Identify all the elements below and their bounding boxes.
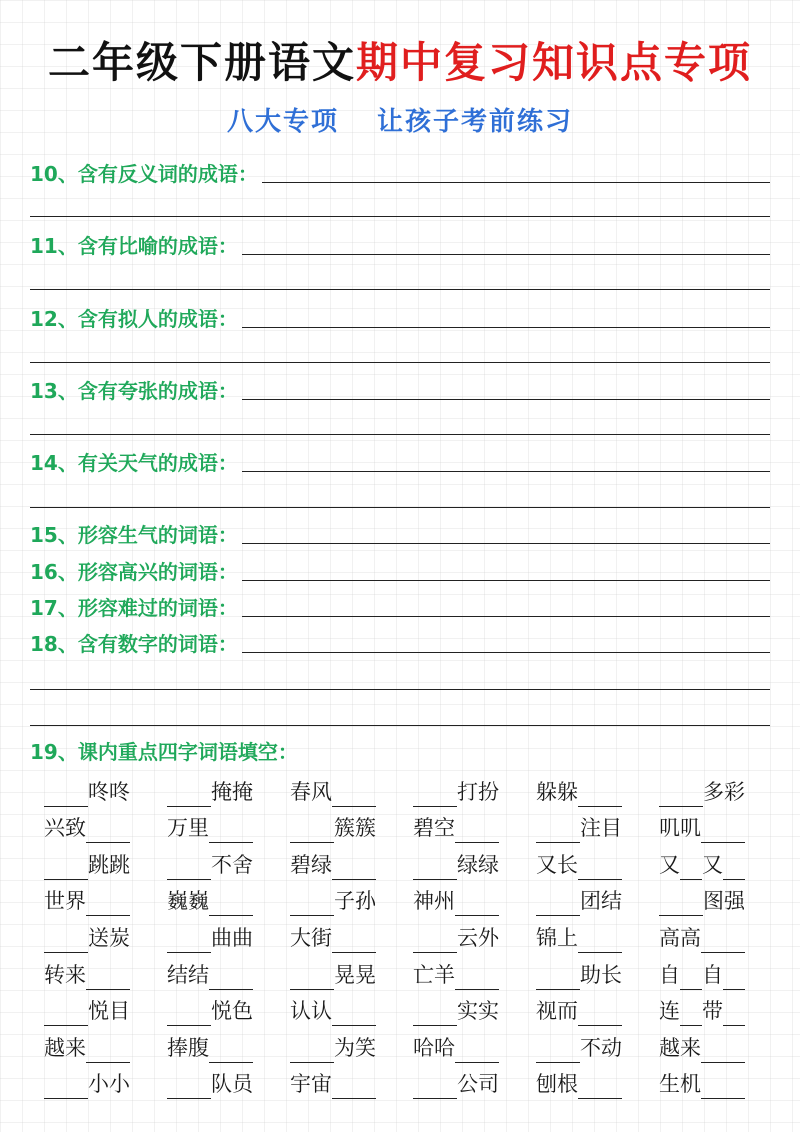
- fill-item: [659, 1026, 782, 1063]
- fill-item: [167, 1063, 290, 1100]
- word-part: 捧腹: [167, 1035, 209, 1060]
- word-part: 送炭: [88, 925, 130, 950]
- question-10: [30, 155, 770, 187]
- answer-line[interactable]: [242, 651, 770, 653]
- word-part: 高高: [659, 925, 701, 950]
- question-16: [30, 553, 770, 585]
- blank-slot[interactable]: [332, 1074, 376, 1099]
- blank-slot[interactable]: [578, 782, 622, 807]
- blank-slot[interactable]: [413, 782, 457, 807]
- blank-slot[interactable]: [701, 928, 745, 953]
- blank-slot[interactable]: [44, 1074, 88, 1099]
- fill-item: [536, 807, 659, 844]
- word-part: 碧绿: [290, 852, 332, 877]
- fill-item: [413, 1026, 536, 1063]
- fill-item: [167, 770, 290, 807]
- fill-item: [167, 843, 290, 880]
- blank-slot[interactable]: [290, 818, 334, 843]
- fill-item: [44, 916, 167, 953]
- fill-item: [413, 807, 536, 844]
- word-part: 悦色: [211, 999, 253, 1024]
- answer-line[interactable]: [30, 689, 770, 690]
- fill-item: [413, 770, 536, 807]
- blank-slot[interactable]: [578, 1074, 622, 1099]
- fill-item: [44, 807, 167, 844]
- blank-slot[interactable]: [167, 782, 211, 807]
- word-part: 多彩: [703, 779, 745, 804]
- answer-line[interactable]: [262, 181, 770, 183]
- question-label: 12、含有拟人的成语：: [30, 307, 238, 331]
- blank-slot[interactable]: [701, 1074, 745, 1099]
- blank-slot[interactable]: [86, 891, 130, 916]
- blank-slot[interactable]: [536, 965, 580, 990]
- word-part: 助长: [580, 962, 622, 987]
- blank-slot[interactable]: [723, 855, 745, 880]
- answer-line[interactable]: [242, 470, 770, 472]
- fill-item: [536, 770, 659, 807]
- word-part: 打扮: [457, 779, 499, 804]
- word-part: 队员: [211, 1072, 253, 1097]
- blank-slot[interactable]: [44, 1001, 88, 1026]
- blank-slot[interactable]: [167, 1074, 211, 1099]
- fill-item: [44, 843, 167, 880]
- word-part: 亡羊: [413, 962, 455, 987]
- word-part: 咚咚: [88, 779, 130, 804]
- word-part: 簇簇: [334, 816, 376, 841]
- blank-slot[interactable]: [209, 818, 253, 843]
- fill-item: [413, 880, 536, 917]
- word-part: 又: [659, 852, 680, 877]
- fill-item: [413, 990, 536, 1027]
- blank-slot[interactable]: [290, 1038, 334, 1063]
- title-black-part: 二年级下册语文: [47, 38, 356, 87]
- word-part: 自: [659, 962, 680, 987]
- blank-slot[interactable]: [680, 1001, 702, 1026]
- word-part: 认认: [290, 999, 332, 1024]
- blank-slot[interactable]: [680, 855, 702, 880]
- blank-slot[interactable]: [332, 855, 376, 880]
- question-label: 19、课内重点四字词语填空：: [30, 740, 298, 764]
- word-part: 实实: [457, 999, 499, 1024]
- fill-item: [413, 1063, 536, 1100]
- fill-item: [290, 880, 413, 917]
- blank-slot[interactable]: [209, 1038, 253, 1063]
- blank-slot[interactable]: [578, 855, 622, 880]
- blank-slot[interactable]: [86, 965, 130, 990]
- fill-item: [413, 843, 536, 880]
- blank-slot[interactable]: [455, 1038, 499, 1063]
- fill-item: [536, 843, 659, 880]
- fill-item: [44, 953, 167, 990]
- blank-slot[interactable]: [578, 1001, 622, 1026]
- answer-line[interactable]: [30, 362, 770, 363]
- fill-item: [536, 1063, 659, 1100]
- answer-line[interactable]: [242, 326, 770, 328]
- fill-item: [290, 843, 413, 880]
- fill-item: [413, 953, 536, 990]
- blank-slot[interactable]: [44, 928, 88, 953]
- answer-line[interactable]: [242, 542, 770, 544]
- fill-item: [44, 990, 167, 1027]
- answer-line[interactable]: [30, 434, 770, 435]
- page-title: [0, 30, 800, 90]
- word-part: 又长: [536, 852, 578, 877]
- word-part: 悦目: [88, 999, 130, 1024]
- subtitle-left: 八大专项: [226, 107, 339, 137]
- fill-item: [659, 953, 782, 990]
- fill-item: [290, 770, 413, 807]
- fill-item: [167, 1026, 290, 1063]
- fill-item: [659, 880, 782, 917]
- fill-item: [167, 880, 290, 917]
- word-part: 连: [659, 999, 680, 1024]
- blank-slot[interactable]: [167, 855, 211, 880]
- question-12: [30, 300, 770, 332]
- fill-item: [44, 1063, 167, 1100]
- fill-in-grid: [44, 770, 764, 1099]
- word-part: 兴致: [44, 816, 86, 841]
- fill-item: [290, 1026, 413, 1063]
- word-part: 不动: [580, 1035, 622, 1060]
- word-part: 又: [702, 852, 723, 877]
- question-14: [30, 444, 770, 476]
- fill-item: [536, 880, 659, 917]
- question-label: 15、形容生气的词语：: [30, 523, 238, 547]
- fill-item: [44, 880, 167, 917]
- blank-slot[interactable]: [578, 928, 622, 953]
- word-part: 小小: [88, 1072, 130, 1097]
- answer-line[interactable]: [242, 615, 770, 617]
- title-red-part: 期中复习知识点专项: [356, 38, 753, 87]
- word-part: 巍巍: [167, 889, 209, 914]
- fill-item: [44, 770, 167, 807]
- word-part: 锦上: [536, 925, 578, 950]
- blank-slot[interactable]: [290, 891, 334, 916]
- word-part: 跳跳: [88, 852, 130, 877]
- word-part: 生机: [659, 1072, 701, 1097]
- fill-item: [659, 843, 782, 880]
- blank-slot[interactable]: [413, 855, 457, 880]
- answer-line[interactable]: [242, 398, 770, 400]
- question-label: 14、有关天气的成语：: [30, 451, 238, 475]
- question-label: 10、含有反义词的成语：: [30, 162, 258, 186]
- subtitle-right: 让孩子考前练习: [377, 107, 574, 137]
- word-part: 云外: [457, 925, 499, 950]
- question-label: 16、形容高兴的词语：: [30, 560, 238, 584]
- answer-line[interactable]: [242, 253, 770, 255]
- word-part: 注目: [580, 816, 622, 841]
- blank-slot[interactable]: [209, 965, 253, 990]
- blank-slot[interactable]: [413, 1001, 457, 1026]
- fill-item: [659, 807, 782, 844]
- blank-slot[interactable]: [44, 855, 88, 880]
- question-11: [30, 227, 770, 259]
- word-part: 碧空: [413, 816, 455, 841]
- blank-slot[interactable]: [536, 891, 580, 916]
- fill-item: [290, 1063, 413, 1100]
- fill-item: [536, 916, 659, 953]
- fill-item: [290, 916, 413, 953]
- word-part: 越来: [44, 1035, 86, 1060]
- word-part: 团结: [580, 889, 622, 914]
- word-part: 春风: [290, 779, 332, 804]
- fill-item: [167, 807, 290, 844]
- word-part: 大街: [290, 925, 332, 950]
- word-part: 转来: [44, 962, 86, 987]
- blank-slot[interactable]: [86, 1038, 130, 1063]
- word-part: 万里: [167, 816, 209, 841]
- fill-item: [536, 990, 659, 1027]
- blank-slot[interactable]: [209, 891, 253, 916]
- word-part: 带: [702, 999, 723, 1024]
- blank-slot[interactable]: [536, 818, 580, 843]
- answer-line[interactable]: [30, 289, 770, 290]
- blank-slot[interactable]: [413, 1074, 457, 1099]
- fill-item: [536, 1026, 659, 1063]
- fill-item: [290, 953, 413, 990]
- blank-slot[interactable]: [455, 818, 499, 843]
- blank-slot[interactable]: [701, 818, 745, 843]
- blank-slot[interactable]: [680, 965, 702, 990]
- blank-slot[interactable]: [455, 891, 499, 916]
- fill-item: [44, 1026, 167, 1063]
- question-18: [30, 625, 770, 657]
- blank-slot[interactable]: [86, 818, 130, 843]
- fill-item: [167, 916, 290, 953]
- word-part: 结结: [167, 962, 209, 987]
- answer-line[interactable]: [30, 725, 770, 726]
- fill-item: [659, 770, 782, 807]
- blank-slot[interactable]: [413, 928, 457, 953]
- blank-slot[interactable]: [167, 1001, 211, 1026]
- blank-slot[interactable]: [290, 965, 334, 990]
- blank-slot[interactable]: [723, 1001, 745, 1026]
- blank-slot[interactable]: [723, 965, 745, 990]
- fill-item: [167, 953, 290, 990]
- word-part: 刨根: [536, 1072, 578, 1097]
- word-part: 宇宙: [290, 1072, 332, 1097]
- word-part: 为笑: [334, 1035, 376, 1060]
- blank-slot[interactable]: [167, 928, 211, 953]
- word-part: 视而: [536, 999, 578, 1024]
- word-part: 晃晃: [334, 962, 376, 987]
- blank-slot[interactable]: [659, 782, 703, 807]
- blank-slot[interactable]: [659, 891, 703, 916]
- question-15: [30, 516, 770, 548]
- word-part: 子孙: [334, 889, 376, 914]
- fill-item: [659, 990, 782, 1027]
- blank-slot[interactable]: [455, 965, 499, 990]
- blank-slot[interactable]: [332, 782, 376, 807]
- fill-item: [167, 990, 290, 1027]
- question-13: [30, 372, 770, 404]
- blank-slot[interactable]: [536, 1038, 580, 1063]
- question-label: 17、形容难过的词语：: [30, 596, 238, 620]
- answer-line[interactable]: [30, 216, 770, 217]
- answer-line[interactable]: [242, 579, 770, 581]
- word-part: 自: [702, 962, 723, 987]
- fill-item: [659, 1063, 782, 1100]
- answer-line[interactable]: [30, 507, 770, 508]
- question-label: 11、含有比喻的成语：: [30, 234, 238, 258]
- fill-item: [290, 807, 413, 844]
- fill-item: [290, 990, 413, 1027]
- word-part: 曲曲: [211, 925, 253, 950]
- fill-item: [536, 953, 659, 990]
- question-label: 18、含有数字的词语：: [30, 632, 238, 656]
- word-part: 公司: [457, 1072, 499, 1097]
- word-part: 图强: [703, 889, 745, 914]
- word-part: 躲躲: [536, 779, 578, 804]
- fill-item: [659, 916, 782, 953]
- page-subtitle: [0, 101, 800, 138]
- blank-slot[interactable]: [332, 1001, 376, 1026]
- fill-item: [413, 916, 536, 953]
- word-part: 世界: [44, 889, 86, 914]
- question-label: 13、含有夸张的成语：: [30, 379, 238, 403]
- question-19: [30, 733, 770, 765]
- blank-slot[interactable]: [701, 1038, 745, 1063]
- word-part: 叽叽: [659, 816, 701, 841]
- blank-slot[interactable]: [332, 928, 376, 953]
- word-part: 掩掩: [211, 779, 253, 804]
- word-part: 绿绿: [457, 852, 499, 877]
- word-part: 哈哈: [413, 1035, 455, 1060]
- blank-slot[interactable]: [44, 782, 88, 807]
- word-part: 不舍: [211, 852, 253, 877]
- question-17: [30, 589, 770, 621]
- word-part: 越来: [659, 1035, 701, 1060]
- word-part: 神州: [413, 889, 455, 914]
